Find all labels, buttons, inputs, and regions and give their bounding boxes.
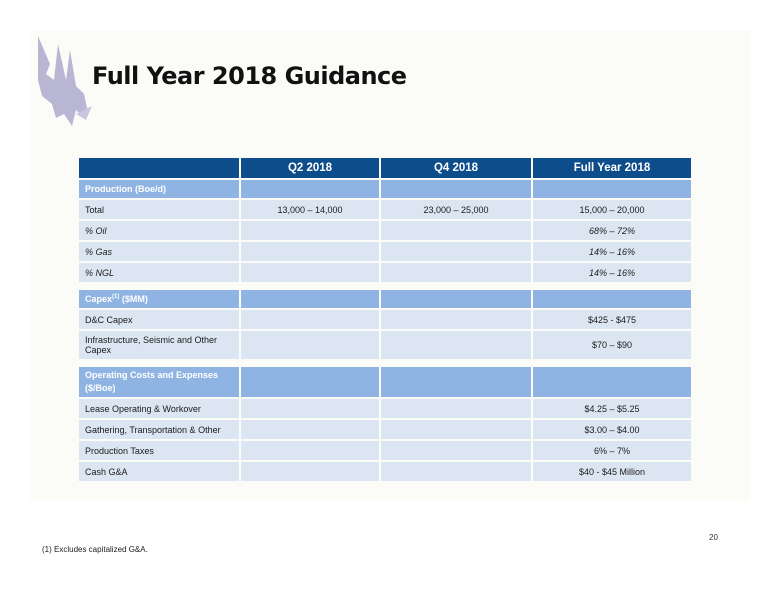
table-row (79, 441, 691, 460)
cell-full-year: $40 - $45 Million (533, 462, 691, 481)
table-row (79, 399, 691, 418)
footnote: (1) Excludes capitalized G&A. (42, 545, 148, 554)
guidance-table (77, 156, 693, 483)
section-label: Capex$^{(1)}$ ($MM) (79, 290, 239, 308)
table-header-row (79, 158, 691, 178)
row-label: % Oil (79, 221, 239, 240)
row-label: % Gas (79, 242, 239, 261)
section-label: Operating Costs and Expenses ($/Boe) (79, 367, 239, 397)
section-label: Production (Boe/d) (79, 180, 239, 198)
column-header-q4: Q4 2018 (381, 158, 531, 178)
table-row (79, 331, 691, 359)
row-label: % NGL (79, 263, 239, 282)
cell-full-year: $425 - $475 (533, 310, 691, 329)
table-row (79, 221, 691, 240)
section-header-capex (79, 290, 691, 308)
column-header-label (79, 158, 239, 178)
cell-full-year: 6% – 7% (533, 441, 691, 460)
cell-full-year: $4.25 – $5.25 (533, 399, 691, 418)
table-row (79, 242, 691, 261)
table-row (79, 420, 691, 439)
section-header-production (79, 180, 691, 198)
page-number: 20 (709, 533, 718, 542)
table-row (79, 263, 691, 282)
cell-full-year: 15,000 – 20,000 (533, 200, 691, 219)
row-label: Production Taxes (79, 441, 239, 460)
table-row (79, 310, 691, 329)
cell-q4: 23,000 – 25,000 (381, 200, 531, 219)
row-label: Total (79, 200, 239, 219)
row-label: Gathering, Transportation & Other (79, 420, 239, 439)
cell-q2: 13,000 – 14,000 (241, 200, 379, 219)
row-label: Cash G&A (79, 462, 239, 481)
cell-full-year: $70 – $90 (533, 331, 691, 359)
row-label: Infrastructure, Seismic and Other Capex (79, 331, 239, 359)
row-label: D&C Capex (79, 310, 239, 329)
cell-full-year: $3.00 – $4.00 (533, 420, 691, 439)
row-label: Lease Operating & Workover (79, 399, 239, 418)
cell-full-year: 68% – 72% (533, 221, 691, 240)
column-header-q2: Q2 2018 (241, 158, 379, 178)
cell-full-year: 14% – 16% (533, 242, 691, 261)
table-row (79, 462, 691, 481)
section-header-opex (79, 367, 691, 397)
table-row (79, 200, 691, 219)
cell-full-year: 14% – 16% (533, 263, 691, 282)
eagle-logo-icon (36, 34, 96, 134)
page-title: Full Year 2018 Guidance (92, 62, 407, 90)
column-header-full-year: Full Year 2018 (533, 158, 691, 178)
